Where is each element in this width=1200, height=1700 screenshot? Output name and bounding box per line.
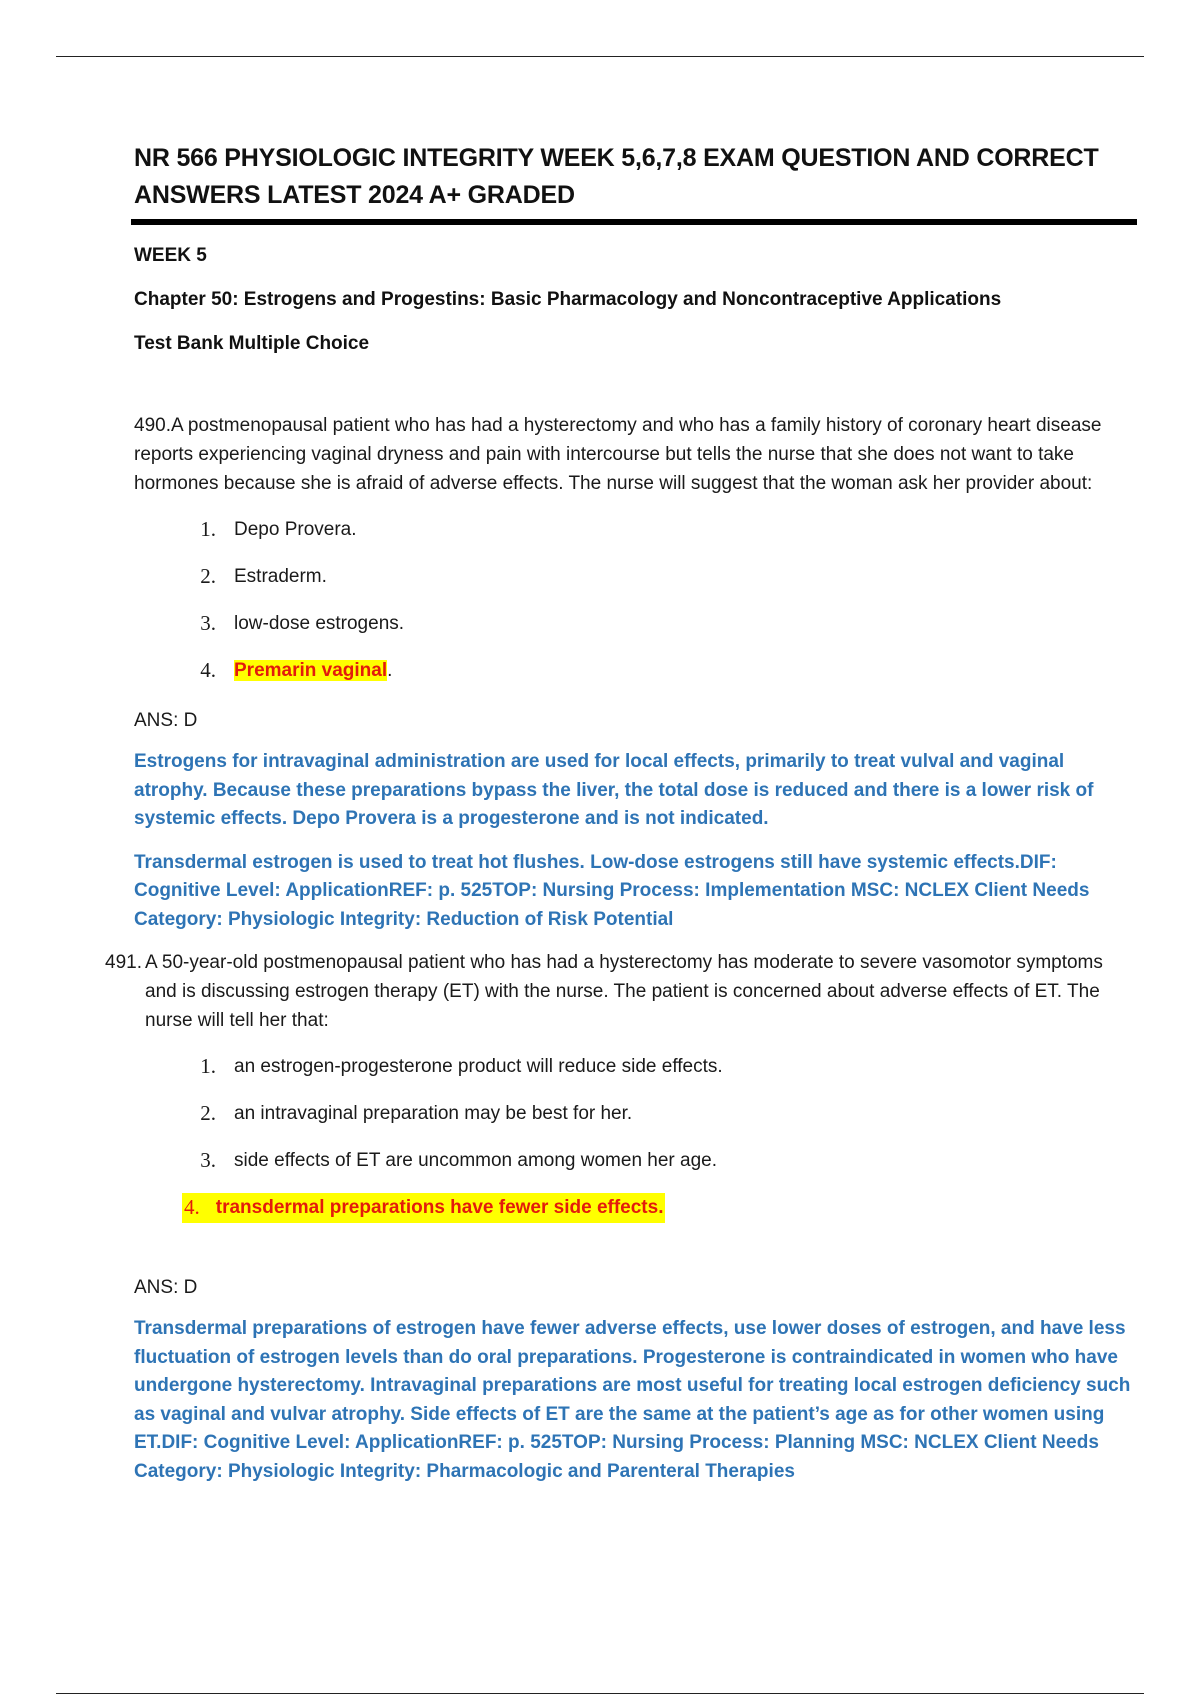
question-number: 490. <box>134 415 171 436</box>
page-top-rule <box>56 56 1144 57</box>
document-title: NR 566 PHYSIOLOGIC INTEGRITY WEEK 5,6,7,8 EXAM QUESTION AND CORRECT ANSWERS LATEST 2024 A+ GRADED <box>134 144 1099 209</box>
option-item-correct <box>134 1184 1134 1231</box>
option-item <box>134 1090 1134 1137</box>
option-item <box>134 1043 1134 1090</box>
document-page <box>105 140 1134 1486</box>
question-490-stem <box>134 411 1134 498</box>
option-text: Estraderm. <box>234 566 327 587</box>
option-number: 2. <box>200 564 216 588</box>
option-item <box>134 506 1134 553</box>
option-text: Depo Provera. <box>234 519 357 540</box>
title-underline <box>131 219 1137 225</box>
option-text: an intravaginal preparation may be best for her. <box>234 1103 633 1124</box>
question-text: A postmenopausal patient who has had a hysterectomy and who has a family history of coronary heart disease reports experiencing vaginal dryness and pain with intercourse but tells the nurse that she does not want to take hormones because she is afraid of adverse effects. The nurse will suggest that the woman ask her provider about: <box>134 415 1102 494</box>
answer-key: ANS: D <box>134 1277 198 1298</box>
highlighted-answer <box>182 1193 665 1223</box>
option-text: side effects of ET are uncommon among women her age. <box>234 1150 718 1171</box>
chapter-heading: Chapter 50: Estrogens and Progestins: Basic Pharmacology and Noncontraceptive Applications <box>134 289 1002 310</box>
rationale-paragraph: Transdermal estrogen is used to treat hot flushes. Low-dose estrogens still have systemic effects.DIF: Cognitive Level: ApplicationREF: p. 525TOP: Nursing Process: Implementation MSC: NCLEX Client Needs Category: Physiologic Integrity: Reduction of Risk Potential <box>134 851 1090 930</box>
option-item-correct <box>134 647 1134 694</box>
question-491-options <box>134 1043 1134 1231</box>
answer-key: ANS: D <box>134 710 198 731</box>
option-text: transdermal preparations have fewer side effects. <box>215 1197 664 1218</box>
option-number: 1. <box>200 517 216 541</box>
question-490-options <box>134 506 1134 694</box>
page-bottom-rule <box>56 1693 1144 1694</box>
option-text: low-dose estrogens. <box>234 613 405 634</box>
week-heading: WEEK 5 <box>134 245 207 266</box>
section-heading: Test Bank Multiple Choice <box>134 333 370 354</box>
rationale-paragraph: Transdermal preparations of estrogen have fewer adverse effects, use lower doses of estrogen, and have less fluctuation of estrogen levels than do oral preparations. Progesterone is contraindicated in women who have undergone hysterectomy. Intravaginal preparations are most useful for treating local estrogen deficiency such as vaginal and vulvar atrophy. Side effects of ET are the same at the patient’s age as for other women using ET.DIF: Cognitive Level: ApplicationREF: p. 525TOP: Nursing Process: Planning MSC: NCLEX Client Needs Category: Physiologic Integrity: Pharmacologic and Parenteral Therapies <box>134 1318 1131 1482</box>
option-text: an estrogen-progesterone product will reduce side effects. <box>234 1056 723 1077</box>
option-number: 3. <box>200 611 216 635</box>
question-491-stem: A 50-year-old postmenopausal patient who has had a hysterectomy has moderate to severe vasomotor symptoms and is discussing estrogen therapy (ET) with the nurse. The patient is concerned about adverse effects of ET. The nurse will tell her that: <box>145 952 1103 1031</box>
rationale-paragraph: Estrogens for intravaginal administration are used for local effects, primarily to treat vulval and vaginal atrophy. Because these preparations bypass the liver, the total dose is reduced and there is a lower risk of systemic effects. Depo Provera is a progesterone and is not indicated. <box>134 751 1094 829</box>
option-text: Premarin vaginal. <box>234 660 393 681</box>
option-number: 4. <box>184 1195 200 1219</box>
option-item <box>134 600 1134 647</box>
question-number: 491. <box>105 952 142 973</box>
option-number: 1. <box>200 1054 216 1078</box>
option-number: 2. <box>200 1101 216 1125</box>
option-number: 4. <box>200 658 216 682</box>
option-number: 3. <box>200 1148 216 1172</box>
option-item <box>134 1137 1134 1184</box>
question-491 <box>105 948 1134 1035</box>
option-item <box>134 553 1134 600</box>
highlighted-answer: Premarin vaginal <box>234 660 388 681</box>
